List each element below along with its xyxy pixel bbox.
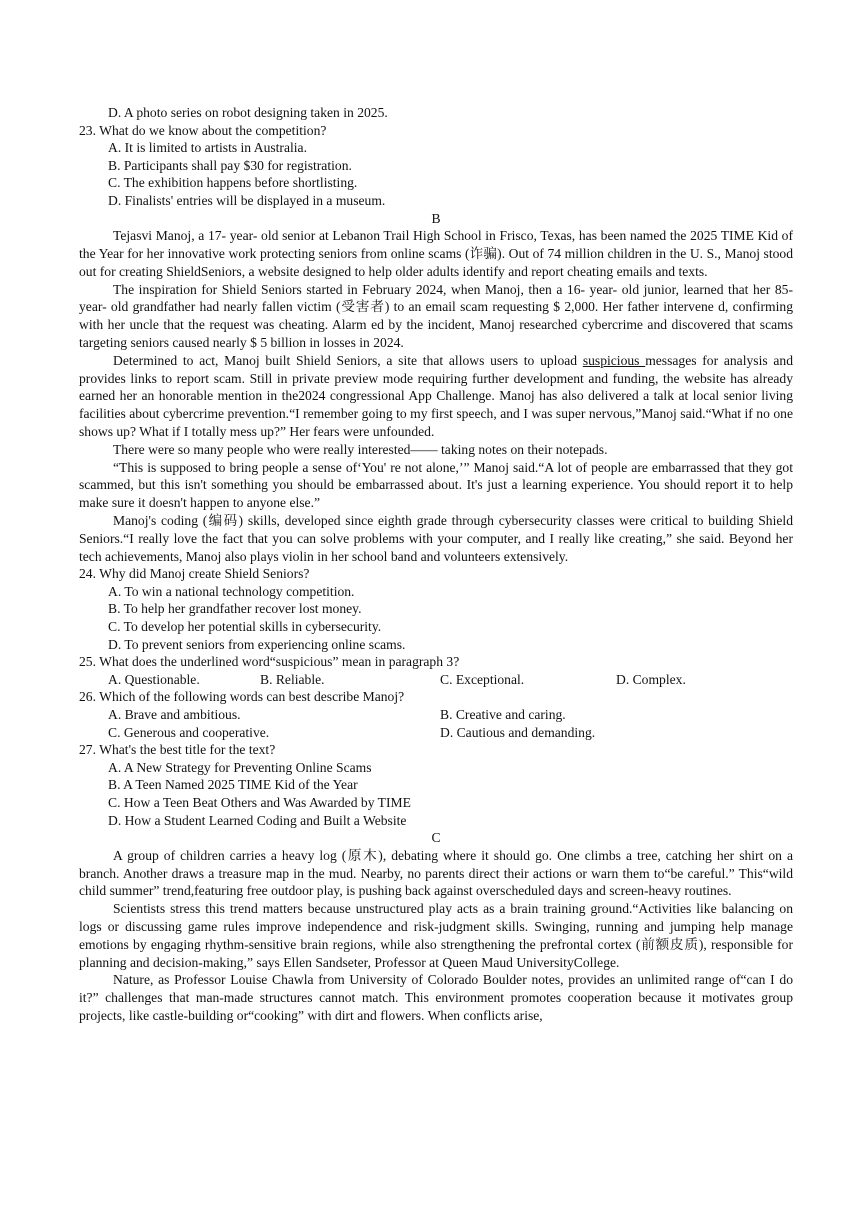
passage-c-label: C: [431, 830, 441, 846]
q27-option-d: D. How a Student Learned Coding and Built a Website: [108, 812, 407, 828]
passage-b-paragraph-2: The inspiration for Shield Seniors started in February 2024, when Manoj, then a 16- year- old junior, learned that her 85- year- old grandfather had nearly fallen victim (受害者) to an email scam requesting $ 2,000. Her father intervene d, confirming with her uncle that the request was cheating. Alarm ed by the incident, Manoj researched cybercrime and discovered that scams targeting seniors caused nearly $ 5 billion in losses in 2024.: [79, 281, 793, 350]
q26-option-a: A. Brave and ambitious.: [108, 707, 241, 723]
passage-c-paragraph-2: Scientists stress this trend matters because unstructured play acts as a brain training ground.“Activities like balancing on logs or discussing game rules improve independence and risk-judgment skills. Swinging, running and jumping help manage emotions by engaging rhythm-sensitive brain regions, while also strengthening the prefrontal cortex (前额皮质), responsible for planning and decision-making,” says Ellen Sandseter, Professor at Queen Maud UniversityCollege.: [79, 901, 793, 970]
q27-question: 27. What's the best title for the text?: [79, 742, 276, 758]
passage-b-label: B: [431, 210, 441, 226]
q27-option-b: B. A Teen Named 2025 TIME Kid of the Year: [108, 777, 358, 793]
q24-option-c: C. To develop her potential skills in cybersecurity.: [108, 619, 382, 635]
q26-option-b: B. Creative and caring.: [440, 707, 566, 723]
passage-c-paragraph-1: A group of children carries a heavy log (原木), debating where it should go. One climbs a tree, catching her shirt on a branch. Another draws a treasure map in the mud. Nearby, no parents direct their actions or warn them to“be careful.” This“wild child summer” trend,featuring free outdoor play, is pushing back against overscheduled days and screen-heavy routines.: [79, 847, 793, 899]
q25-options: [79, 671, 793, 689]
q24-option-a: A. To win a national technology competition.: [108, 583, 355, 599]
q26-option-c: C. Generous and cooperative.: [108, 724, 270, 740]
underlined-word-suspicious: suspicious: [582, 352, 646, 368]
passage-b-paragraph-5: “This is supposed to bring people a sense of‘You' re not alone,’” Manoj said.“A lot of people are embarrassed that they got scammed, but this isn't something you should be embarrassed about. It's just a learning experience. You should report it to help make sure it doesn't happen to anyone else.”: [79, 459, 793, 511]
q26-options-row-1: [79, 706, 793, 724]
q27-option-a: A. A New Strategy for Preventing Online Scams: [108, 759, 372, 775]
p3-text-after: messages for analysis and provides links to report scam. Still in private preview mode requiring further development and funding, the website has already earned her an honorable mention in the2024 congressional App Challenge. Manoj has also delivered a talk at local senior living facilities about cybercrime prevention.“I remember going to my first speech, and I was super nervous,”Manoj said.“What if no one shows up? What if I totally mess up?” Her fears were unfounded.: [79, 352, 793, 439]
q25-option-c: C. Exceptional.: [440, 671, 525, 687]
q25-question: 25. What does the underlined word“suspicious” mean in paragraph 3?: [79, 654, 460, 670]
q24-option-b: B. To help her grandfather recover lost money.: [108, 601, 362, 617]
exam-page: [79, 104, 793, 1025]
passage-b-paragraph-6: Manoj's coding (编码) skills, developed since eighth grade through cybersecurity classes were critical to building Shield Seniors.“I really love the fact that you can solve problems with your computer, and I really like creating,” she said. Beyond her tech achievements, Manoj also plays violin in her school band and volunteers extensively.: [79, 512, 793, 564]
q23-option-a: A. It is limited to artists in Australia.: [108, 140, 307, 156]
q27-option-c: C. How a Teen Beat Others and Was Awarded by TIME: [108, 795, 411, 811]
passage-c-paragraph-3: Nature, as Professor Louise Chawla from University of Colorado Boulder notes, provides an unlimited range of“can I do it?” challenges that man-made structures cannot match. This environment promotes cooperation because it motivates group projects, like castle-building or“cooking” with dirt and flowers. When conflicts arise,: [79, 972, 793, 1023]
q26-options-row-2: [79, 724, 793, 742]
q24-question: 24. Why did Manoj create Shield Seniors?: [79, 566, 310, 582]
passage-b-paragraph-3: [79, 352, 793, 441]
q23-question: 23. What do we know about the competition?: [79, 122, 327, 138]
p3-text-before: Determined to act, Manoj built Shield Seniors, a site that allows users to upload: [113, 352, 583, 368]
q26-option-d: D. Cautious and demanding.: [440, 724, 596, 740]
q25-option-b: B. Reliable.: [260, 671, 325, 687]
q23-option-b: B. Participants shall pay $30 for registration.: [108, 157, 352, 173]
passage-b-paragraph-1: Tejasvi Manoj, a 17- year- old senior at Lebanon Trail High School in Frisco, Texas, has been named the 2025 TIME Kid of the Year for her innovative work protecting seniors from online scams (诈骗). Out of 74 million children in the U. S., Manoj stood out for creating ShieldSeniors, a website designed to help older adults identify and report cheating emails and texts.: [79, 228, 793, 279]
q24-option-d: D. To prevent seniors from experiencing online scams.: [108, 636, 406, 652]
passage-b-paragraph-4: There were so many people who were really interested—— taking notes on their notepads.: [113, 441, 608, 457]
q22-option-d: D. A photo series on robot designing taken in 2025.: [108, 105, 388, 120]
q25-option-d: D. Complex.: [616, 671, 686, 687]
q26-question: 26. Which of the following words can best describe Manoj?: [79, 689, 405, 705]
q25-option-a: A. Questionable.: [108, 671, 200, 687]
q23-option-d: D. Finalists' entries will be displayed in a museum.: [108, 192, 386, 208]
q23-option-c: C. The exhibition happens before shortlisting.: [108, 175, 358, 191]
